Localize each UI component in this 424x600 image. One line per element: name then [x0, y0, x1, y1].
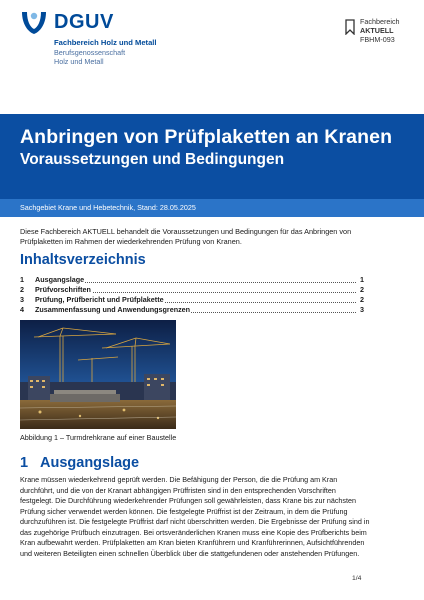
- document-subtitle: Voraussetzungen und Bedingungen: [20, 151, 285, 168]
- toc-heading: Inhaltsverzeichnis: [20, 252, 146, 268]
- dguv-logo: [20, 10, 220, 70]
- toc-page: 3: [360, 305, 364, 314]
- toc-entry[interactable]: [20, 295, 364, 305]
- page-number: 1/4: [352, 575, 362, 582]
- toc-label: Prüfvorschriften: [35, 285, 91, 294]
- toc-number: 3: [20, 295, 24, 304]
- dguv-logo-icon: [20, 10, 48, 36]
- table-of-contents: [20, 275, 364, 315]
- logo-subtitle: Fachbereich Holz und Metall: [54, 38, 157, 47]
- crane-construction-photo: [20, 320, 176, 429]
- document-meta: Sachgebiet Krane und Hebetechnik, Stand: 28.05.2025: [20, 203, 196, 212]
- figure-caption: Abbildung 1 – Turmdrehkrane auf einer Baustelle: [20, 433, 177, 442]
- fb-series: AKTUELL: [360, 26, 394, 35]
- bookmark-icon: [345, 19, 355, 35]
- toc-number: 1: [20, 275, 24, 284]
- toc-label: Zusammenfassung und Anwendungsgrenzen: [35, 305, 191, 314]
- intro-paragraph: Diese Fachbereich AKTUELL behandelt die Voraussetzungen und Bedingungen für das Anbringen von Prüfplaketten im Rahmen der wiederkehrenden Prüfung von Kranen.: [20, 227, 352, 246]
- toc-page: 2: [360, 285, 364, 294]
- toc-page: 2: [360, 295, 364, 304]
- toc-number: 2: [20, 285, 24, 294]
- toc-number: 4: [20, 305, 24, 314]
- logo-org-line1: Berufsgenossenschaft: [54, 48, 126, 57]
- logo-org-line2: Holz und Metall: [54, 57, 104, 66]
- section-heading: [20, 455, 139, 471]
- section-number: 1: [20, 455, 29, 471]
- section-body: Krane müssen wiederkehrend geprüft werden. Die Befähigung der Person, die die Prüfung am Kran durchführt, und die von der Kranart abhängigen Prüffristen sind in den entsprechenden Vorschriften festgelegt. Die Durchführung wiederkehrender Prüfungen soll gewährleisten, dass Krane bis zur nächsten Prüfung sicher verwendet werden können. Die festgelegte Prüffrist ist der Zeitraum, in dem die Prüfung durchzuführen ist. Die festgelegte Prüffrist darf nicht überschritten werden. Die Ergebnisse der Prüfung sind in das zugehörige Prüfbuch einzutragen. Bei ortsveränderlichen Kranen muss eine Kopie des Prüfberichts beim Kran aufbewahrt werden. Prüfplaketten am Kran bieten Kranführern und Kranführerinnen, Aufsichtführenden und weiteren Beteiligten einen schnellen Überblick über die stattgefundenen oder anstehenden Prüfungen.: [20, 475, 370, 558]
- logo-wordmark: DGUV: [54, 11, 114, 33]
- section-title: Ausgangslage: [40, 455, 140, 471]
- document-type-label: [360, 17, 400, 44]
- document-title: Anbringen von Prüfplaketten an Kranen: [20, 126, 393, 148]
- toc-entry[interactable]: [20, 305, 364, 315]
- fb-line: Fachbereich: [360, 17, 400, 26]
- toc-entry[interactable]: [20, 285, 364, 295]
- toc-page: 1: [360, 275, 364, 284]
- toc-label: Ausgangslage: [35, 275, 85, 284]
- toc-label: Prüfung, Prüfbericht und Prüfplakette: [35, 295, 164, 304]
- toc-entry[interactable]: [20, 275, 364, 285]
- document-header: [0, 0, 424, 120]
- document-number: FBHM-093: [360, 35, 395, 44]
